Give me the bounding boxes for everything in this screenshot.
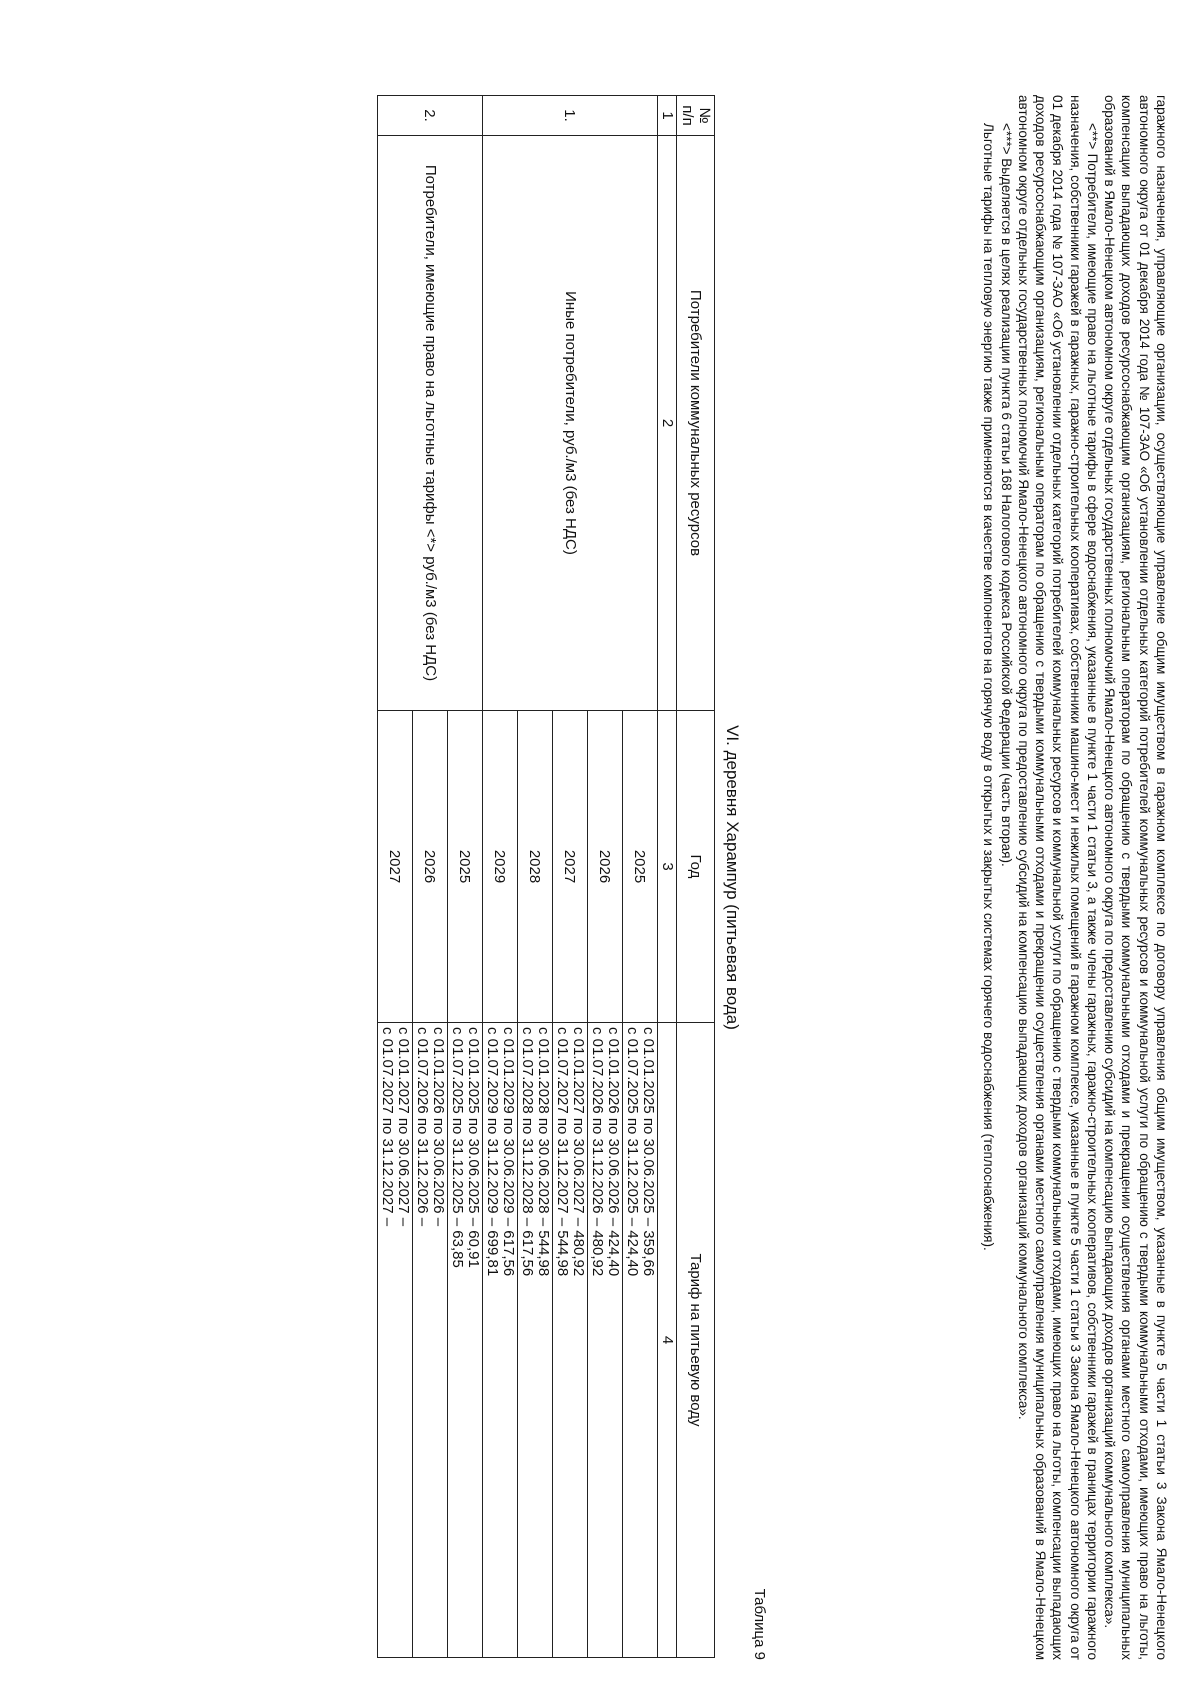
- tariff-line: с 01.01.2025 по 30.06.2025 – 359,66: [639, 1027, 657, 1277]
- tariff-table: [377, 95, 715, 1658]
- row-number: 2.: [378, 96, 483, 136]
- column-header: Потребители коммунальных ресурсов: [677, 136, 715, 711]
- column-header: Год: [677, 711, 715, 1023]
- table-row: [448, 96, 483, 1658]
- tariff-line: с 01.07.2029 по 31.12.2029 – 699,81: [484, 1027, 501, 1277]
- year-cell: 2027: [553, 711, 588, 1023]
- footnotes-block: [980, 95, 1170, 1660]
- column-number-row: [658, 96, 678, 1658]
- column-number: 1: [658, 96, 678, 136]
- tariff-line: с 01.07.2028 по 31.12.2028 – 617,56: [519, 1027, 536, 1277]
- tariff-cell: [483, 1023, 518, 1658]
- tariff-line: с 01.07.2025 по 31.12.2025 – 63,85: [449, 1027, 466, 1268]
- tariff-line: с 01.07.2025 по 31.12.2025 – 424,40: [624, 1027, 641, 1277]
- column-number: 4: [658, 1023, 678, 1658]
- tariff-line: с 01.01.2029 по 30.06.2029 – 617,56: [499, 1027, 517, 1277]
- tariff-cell: [378, 1023, 413, 1658]
- column-number: 3: [658, 711, 678, 1023]
- footnote-paragraph: <**> Потребители, имеющие право на льготные тарифы в сфере водоснабжения, указанные в пункте 1 части 1 статьи 3, а также члены гаражных, гаражно-строительных кооперативов, собственники гаражей в границах территории гаражного назначения, собственники гаражей в гаражных, гаражно-строительных кооперативах, собственники машино-мест и нежилых помещений в гаражном комплексе, указанные в пункте 5 части 1 статьи 3 Закона Ямало-Ненецкого автономного округа от 01 декабря 2014 года № 107-ЗАО «Об установлении отдельных категорий потребителей коммунальных ресурсов и коммунальной услуги по обращению с твердыми коммунальными отходами, имеющих право на льготы, компенсации выпадающих доходов ресурсоснабжающим организациям, региональным операторам по обращению с твердыми коммунальными отходами и прекращении осуществления органами местного самоуправления муниципальных образований в Ямало-Ненецком автономном округе отдельных государственных полномочий Ямало-Ненецкого автономного округа по предоставлению субсидий на компенсацию выпадающих доходов организаций коммунального комплекса».: [1015, 95, 1100, 1660]
- year-cell: 2026: [588, 711, 623, 1023]
- tariff-line: с 01.07.2027 по 31.12.2027 – 544,98: [554, 1027, 571, 1277]
- tariff-cell: [448, 1023, 483, 1658]
- consumer-category: Потребители, имеющие право на льготные тарифы <*> руб./м3 (без НДС): [378, 136, 483, 711]
- section-title: VI. деревня Харампур (питьевая вода): [723, 725, 742, 1030]
- year-cell: 2026: [413, 711, 448, 1023]
- year-cell: 2025: [448, 711, 483, 1023]
- tariff-line: с 01.07.2027 по 31.12.2027 –: [379, 1027, 396, 1227]
- year-cell: 2029: [483, 711, 518, 1023]
- row-number: 1.: [483, 96, 658, 136]
- tariff-cell: [553, 1023, 588, 1658]
- column-header: № п/п: [677, 96, 715, 136]
- column-header: Тариф на питьевую воду: [677, 1023, 715, 1658]
- table-body: [378, 96, 658, 1658]
- table-caption: Таблица 9: [751, 1588, 768, 1660]
- year-cell: 2028: [518, 711, 553, 1023]
- tariff-cell: [623, 1023, 658, 1658]
- table-row: [623, 96, 658, 1658]
- tariff-line: с 01.07.2026 по 31.12.2026 – 480,92: [589, 1027, 606, 1277]
- tariff-line: с 01.01.2025 по 30.06.2025 – 60,91: [464, 1027, 482, 1268]
- tariff-line: с 01.01.2027 по 30.06.2027 –: [394, 1027, 412, 1227]
- tariff-cell: [413, 1023, 448, 1658]
- year-cell: 2027: [378, 711, 413, 1023]
- tariff-line: с 01.01.2026 по 30.06.2026 –: [429, 1027, 447, 1227]
- footnote-paragraph: гаражного назначения, управляющие организации, осуществляющие управление общим имуществом в гаражном комплексе по договору управления общим имуществом, указанные в пункте 5 части 1 статьи 3 Закона Ямало-Ненецкого автономного округа от 01 декабря 2014 года № 107-ЗАО «Об установлении отдельных категорий потребителей коммунальных ресурсов и коммунальной услуги по обращению с твердыми коммунальными отходами, имеющих право на льготы, компенсации выпадающих доходов ресурсоснабжающим организациям, региональным операторам по обращению с твердыми коммунальными отходами и прекращении осуществления органами местного самоуправления муниципальных образований в Ямало-Ненецком автономном округе отдельных государственных полномочий Ямало-Ненецкого автономного округа по предоставлению субсидий на компенсацию выпадающих доходов организаций коммунального комплекса».: [1102, 95, 1169, 1660]
- consumer-category: Иные потребители, руб./м3 (без НДС): [483, 136, 658, 711]
- tariff-cell: [518, 1023, 553, 1658]
- tariff-line: с 01.01.2026 по 30.06.2026 – 424,40: [604, 1027, 622, 1277]
- tariff-line: с 01.01.2027 по 30.06.2027 – 480,92: [569, 1027, 587, 1277]
- column-number: 2: [658, 136, 678, 711]
- table-header-row: [677, 96, 715, 1658]
- footnote-paragraph: <***> Выделяется в целях реализации пункта 6 статьи 168 Налогового кодекса Российской Федерации (часть вторая).: [998, 123, 1014, 867]
- tariff-cell: [588, 1023, 623, 1658]
- footnote-paragraph: Льготные тарифы на тепловую энергию также применяются в качестве компонентов на горячую воду в открытых и закрытых системах горячего водоснабжения (теплоснабжения).: [981, 123, 997, 1251]
- tariff-line: с 01.01.2028 по 30.06.2028 – 544,98: [534, 1027, 552, 1277]
- year-cell: 2025: [623, 711, 658, 1023]
- tariff-line: с 01.07.2026 по 31.12.2026 –: [414, 1027, 431, 1227]
